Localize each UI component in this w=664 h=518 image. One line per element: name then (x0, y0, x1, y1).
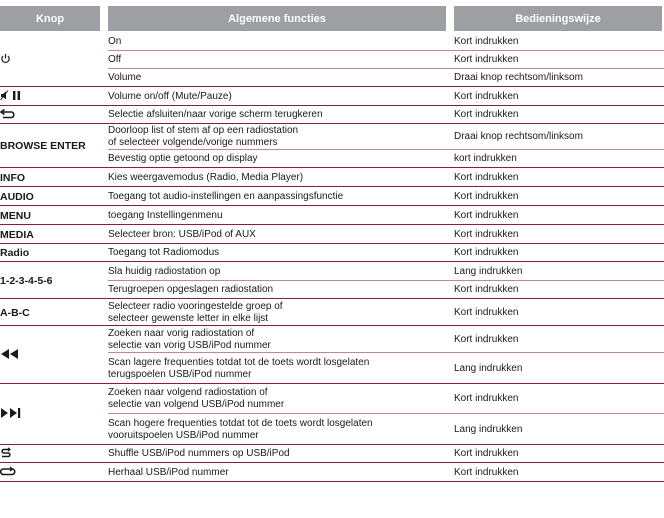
table-row (0, 445, 664, 463)
bediening-cell: Lang indrukken (454, 265, 523, 277)
bediening-cell: Kort indrukken (454, 36, 519, 47)
bediening-cell: Kort indrukken (454, 228, 519, 240)
knop-label: INFO (0, 171, 26, 184)
knop-label: MEDIA (0, 228, 34, 241)
bediening-cell: Kort indrukken (454, 190, 519, 202)
functie-cell: Selecteer radio vooringestelde groep of selecteer gewenste letter in elke lijst (108, 300, 283, 324)
functie-cell: Volume on/off (Mute/Pauze) (108, 90, 232, 102)
bediening-cell: Kort indrukken (454, 171, 519, 183)
table-row (0, 206, 664, 225)
knop-label: A-B-C (0, 306, 30, 319)
bediening-cell: Kort indrukken (454, 90, 519, 102)
bediening-cell: Kort indrukken (454, 306, 519, 318)
header-functies: Algemene functies (108, 6, 446, 31)
table-row (0, 225, 664, 244)
bediening-cell: Kort indrukken (454, 209, 519, 221)
table-row (0, 69, 664, 87)
functie-cell: Shuffle USB/iPod nummers op USB/iPod (108, 448, 290, 459)
table-row (0, 353, 664, 384)
table-row (0, 299, 664, 326)
functie-cell: On (108, 36, 122, 47)
bediening-cell: Kort indrukken (454, 466, 519, 478)
bediening-cell: Kort indrukken (454, 109, 519, 120)
functie-cell: toegang Instellingenmenu (108, 209, 223, 221)
table-row (0, 244, 664, 262)
bediening-cell: Lang indrukken (454, 362, 523, 374)
bediening-cell: Draai knop rechtsom/linksom (454, 72, 583, 83)
functie-cell: Terugroepen opgeslagen radiostation (108, 284, 274, 295)
knop-label: BROWSE ENTER (0, 140, 86, 152)
table-row (0, 168, 664, 187)
functie-cell: Sla huidig radiostation op (108, 265, 221, 277)
knop-label: 1-2-3-4-5-6 (0, 274, 53, 287)
functie-cell: Herhaal USB/iPod nummer (108, 466, 229, 478)
table-row (0, 281, 664, 299)
bediening-cell: Lang indrukken (454, 423, 523, 435)
functie-cell: Toegang tot audio-instellingen en aanpassingsfunctie (108, 190, 344, 202)
bediening-cell: Kort indrukken (454, 54, 519, 65)
table-row (0, 262, 664, 281)
functie-cell: Toegang tot Radiomodus (108, 247, 220, 258)
table-row (0, 106, 664, 124)
bediening-cell: Kort indrukken (454, 393, 519, 404)
bediening-cell: kort indrukken (454, 153, 517, 164)
functie-cell: Zoeken naar volgend radiostation of selectie van volgend USB/iPod nummer (108, 387, 285, 410)
table-row (0, 187, 664, 206)
functie-cell: Zoeken naar vorig radiostation of selectie van vorig USB/iPod nummer (108, 327, 271, 351)
functie-cell: Doorloop list of stem af op een radiostation of selecteer volgende/vorige nummers (108, 125, 299, 148)
table-row (0, 326, 664, 353)
table-row (0, 87, 664, 106)
knop-label: Radio (0, 247, 30, 259)
table-row (0, 33, 664, 51)
functie-cell: Kies weergavemodus (Radio, Media Player) (108, 171, 304, 183)
table-row (0, 384, 664, 414)
table-row (0, 463, 664, 482)
bediening-cell: Draai knop rechtsom/linksom (454, 131, 583, 142)
knop-label: MENU (0, 209, 31, 222)
bediening-cell: Kort indrukken (454, 333, 519, 345)
bediening-cell: Kort indrukken (454, 284, 519, 295)
table-row (0, 414, 664, 445)
header-bediening: Bedieningswijze (454, 6, 662, 31)
functie-cell: Bevestig optie getoond op display (108, 153, 258, 164)
functie-cell: Scan lagere frequenties totdat tot de toets wordt losgelaten terugspoelen USB/iPod nummer (108, 356, 370, 380)
bediening-cell: Kort indrukken (454, 448, 519, 459)
functie-cell: Off (108, 54, 122, 65)
functie-cell: Scan hogere frequenties totdat tot de toets wordt losgelaten vooruitspoelen USB/iPod nummer (108, 417, 373, 441)
row-divider (0, 481, 664, 482)
knop-label: AUDIO (0, 190, 34, 203)
functie-cell: Volume (108, 72, 142, 83)
functie-cell: Selectie afsluiten/naar vorige scherm terugkeren (108, 109, 323, 120)
bediening-cell: Kort indrukken (454, 247, 519, 258)
functie-cell: Selecteer bron: USB/iPod of AUX (108, 228, 256, 240)
header-knop: Knop (0, 6, 100, 31)
table-row (0, 51, 664, 69)
table-row (0, 150, 664, 168)
table-row (0, 124, 664, 150)
